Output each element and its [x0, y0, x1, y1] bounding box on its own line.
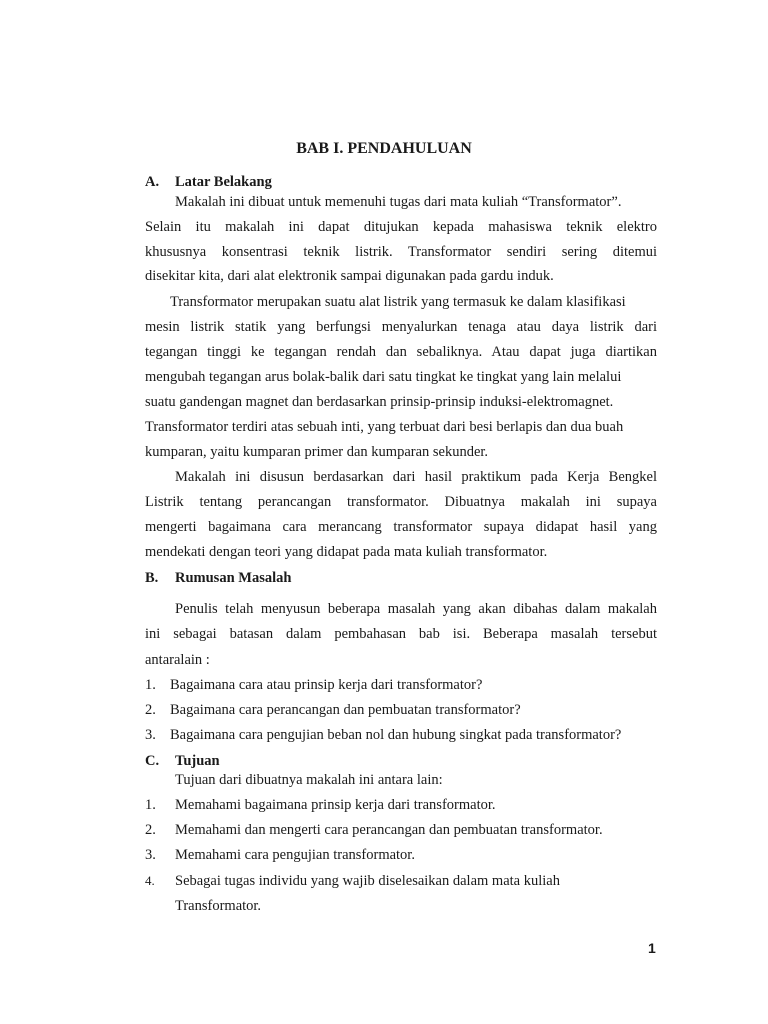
paragraph-line: Makalah ini dibuat untuk memenuhi tugas dari mata kuliah “Transformator”. [175, 194, 622, 210]
list-item-number: 1. [145, 677, 156, 693]
list-item: Bagaimana cara pengujian beban nol dan hubung singkat pada transformator? [170, 727, 622, 743]
list-item-number: 2. [145, 822, 156, 838]
paragraph-line: kumparan, yaitu kumparan primer dan kumparan sekunder. [145, 444, 489, 460]
section-a-heading: Latar Belakang [175, 174, 272, 190]
paragraph-line: Selain itu makalah ini dapat ditujukan kepada mahasiswa teknik elektro [145, 219, 657, 235]
paragraph-line: khususnya konsentrasi teknik listrik. Transformator sendiri sering ditemui [145, 244, 657, 260]
list-item: Memahami cara pengujian transformator. [175, 847, 415, 863]
section-c-marker: C. [145, 753, 160, 769]
paragraph-line: Listrik tentang perancangan transformator. Dibuatnya makalah ini supaya [145, 494, 657, 510]
paragraph-line: antaralain : [145, 652, 210, 668]
paragraph-line: disekitar kita, dari alat elektronik sampai digunakan pada gardu induk. [145, 268, 554, 284]
page-number: 1 [648, 940, 656, 956]
chapter-title: BAB I. PENDAHULUAN [296, 140, 472, 157]
list-item-number: 3. [145, 727, 156, 743]
paragraph-line: ini sebagai batasan dalam pembahasan bab isi. Beberapa masalah tersebut [145, 626, 657, 642]
paragraph-line: Penulis telah menyusun beberapa masalah yang akan dibahas dalam makalah [175, 601, 657, 617]
section-b-marker: B. [145, 570, 159, 586]
paragraph-line: mengerti bagaimana cara merancang transformator supaya didapat hasil yang [145, 519, 657, 535]
list-item: Bagaimana cara perancangan dan pembuatan transformator? [170, 702, 521, 718]
section-c-heading: Tujuan [175, 753, 220, 769]
list-item: Sebagai tugas individu yang wajib diselesaikan dalam mata kuliah [175, 873, 560, 889]
list-item-number: 2. [145, 702, 156, 718]
list-item: Memahami bagaimana prinsip kerja dari transformator. [175, 797, 496, 813]
paragraph-line: Tujuan dari dibuatnya makalah ini antara lain: [175, 772, 443, 788]
list-item-continuation: Transformator. [175, 898, 262, 914]
paragraph-line: suatu gandengan magnet dan berdasarkan prinsip-prinsip induksi-elektromagnet. [145, 394, 614, 410]
paragraph-line: mengubah tegangan arus bolak-balik dari satu tingkat ke tingkat yang lain melalui [145, 369, 622, 385]
paragraph-line: Transformator merupakan suatu alat listrik yang termasuk ke dalam klasifikasi [170, 294, 626, 310]
list-item-number: 3. [145, 847, 156, 863]
section-b-heading: Rumusan Masalah [175, 570, 292, 586]
paragraph-line: mesin listrik statik yang berfungsi menyalurkan tenaga atau daya listrik dari [145, 319, 657, 335]
paragraph-line: Transformator terdiri atas sebuah inti, yang terbuat dari besi berlapis dan dua buah [145, 419, 624, 435]
list-item-number: 1. [145, 797, 156, 813]
list-item: Bagaimana cara atau prinsip kerja dari transformator? [170, 677, 483, 693]
paragraph-line: mendekati dengan teori yang didapat pada mata kuliah transformator. [145, 544, 548, 560]
section-a-marker: A. [145, 174, 160, 190]
paragraph-line: Makalah ini disusun berdasarkan dari hasil praktikum pada Kerja Bengkel [175, 469, 657, 485]
list-item-number: 4. [145, 873, 155, 888]
paragraph-line: tegangan tinggi ke tegangan rendah dan sebaliknya. Atau dapat juga diartikan [145, 344, 657, 360]
list-item: Memahami dan mengerti cara perancangan dan pembuatan transformator. [175, 822, 603, 838]
